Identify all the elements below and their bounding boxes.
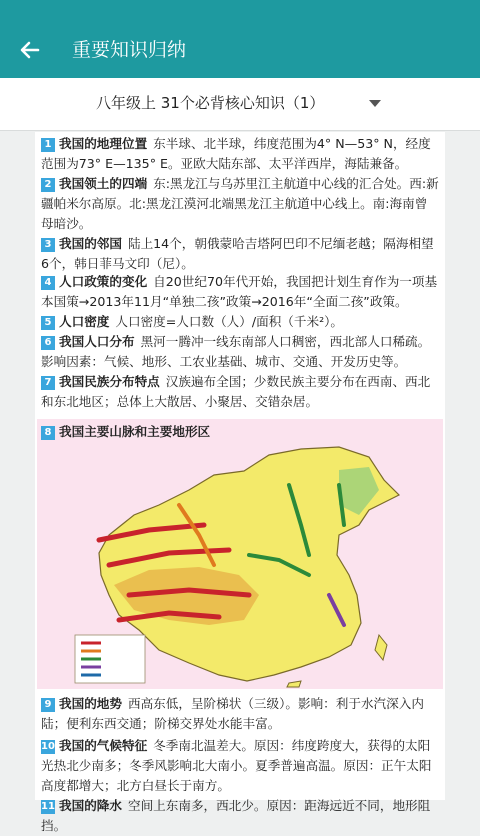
island	[287, 681, 301, 687]
knowledge-item	[41, 272, 439, 312]
chapter-selector-label: 八年级上 31个必背核心知识（1）	[96, 94, 325, 112]
knowledge-item	[41, 134, 439, 174]
knowledge-item	[41, 174, 439, 234]
item-number-badge: 2	[41, 178, 55, 192]
item-heading: 我国的地理位置	[59, 136, 148, 151]
dropdown-caret-icon[interactable]	[369, 100, 381, 107]
item-heading: 我国的气候特征	[59, 738, 148, 753]
item-text: 东:黑龙江与乌苏里江主航道中心线的汇合处。西:新疆帕米尔高原。北:黑龙江漠河北端黑龙江主航道中心线上。南:海南曾母暗沙。	[41, 176, 439, 231]
item-text: 人口密度=人口数（人）/面积（千米²）。	[115, 314, 344, 329]
knowledge-item	[41, 796, 439, 836]
item-heading: 我国的邻国	[59, 236, 122, 251]
chapter-selector[interactable]	[0, 78, 480, 131]
knowledge-content[interactable]	[35, 132, 445, 833]
knowledge-item	[41, 234, 439, 274]
item-number-badge: 1	[41, 138, 55, 152]
knowledge-item	[41, 736, 439, 796]
map-title: 8 我国主要山脉和主要地形区	[41, 421, 210, 440]
knowledge-item	[41, 312, 439, 332]
item-number-badge: 5	[41, 316, 55, 330]
item-number-badge: 10	[41, 741, 55, 752]
item-text: 西高东低，呈阶梯状（三级）。影响：利于水汽深入内陆；便利东西交通；阶梯交界处水能丰富。	[41, 696, 424, 731]
back-arrow-icon[interactable]	[16, 36, 44, 64]
item-heading: 我国领土的四端	[59, 176, 148, 191]
item-text: 汉族遍布全国；少数民族主要分布在西南、西北和东北地区；总体上大散居、小聚居、交错杂居。	[41, 374, 431, 409]
item-heading: 人口密度	[59, 314, 110, 329]
item-number-badge: 6	[41, 336, 55, 350]
item-heading: 我国的地势	[59, 696, 122, 711]
item-heading: 我国人口分布	[59, 334, 135, 349]
item-text: 陆上14个，朝俄蒙哈吉塔阿巴印不尼缅老越；隔海相望6个，韩日菲马文印（尼）。	[41, 236, 434, 271]
item-number-badge: 11	[41, 801, 55, 812]
item-number-badge: 4	[41, 276, 55, 290]
item-number-badge: 9	[41, 698, 55, 712]
item-text: 东半球、北半球，纬度范围为4° N—53° N，经度范围为73° E—135° E。亚欧大陆东部、太平洋西岸，海陆兼备。	[41, 136, 431, 171]
page-title: 重要知识归纳	[72, 39, 187, 61]
item-heading: 人口政策的变化	[59, 274, 148, 289]
knowledge-item	[41, 332, 439, 372]
item-heading: 我国的降水	[59, 798, 122, 813]
knowledge-item	[41, 372, 439, 412]
item-heading: 我国民族分布特点	[59, 374, 160, 389]
item-text: 空间上东南多，西北少。原因：距海远近不同，地形阻挡。	[41, 798, 431, 833]
terrain-map-card	[37, 419, 443, 689]
island	[375, 635, 387, 660]
item-number-badge: 8	[41, 426, 55, 440]
knowledge-item	[41, 694, 439, 734]
item-text: 冬季南北温差大。原因：纬度跨度大，获得的太阳光热北少南多；冬季风影响北大南小。夏季普遍高温。原因：正午太阳高度都增大；北方白昼长于南方。	[41, 738, 432, 793]
china-terrain-map[interactable]	[39, 445, 441, 687]
item-number-badge: 7	[41, 376, 55, 390]
item-text: 黑河一腾冲一线东南部人口稠密，西北部人口稀疏。影响因素：气候、地形、工农业基础、城市、交通、开发历史等。	[41, 334, 431, 369]
item-text: 自20世纪70年代开始，我国把计划生育作为一项基本国策→2013年11月“单独二孩”政策→2016年“全面二孩”政策。	[41, 274, 438, 309]
item-number-badge: 3	[41, 238, 55, 252]
